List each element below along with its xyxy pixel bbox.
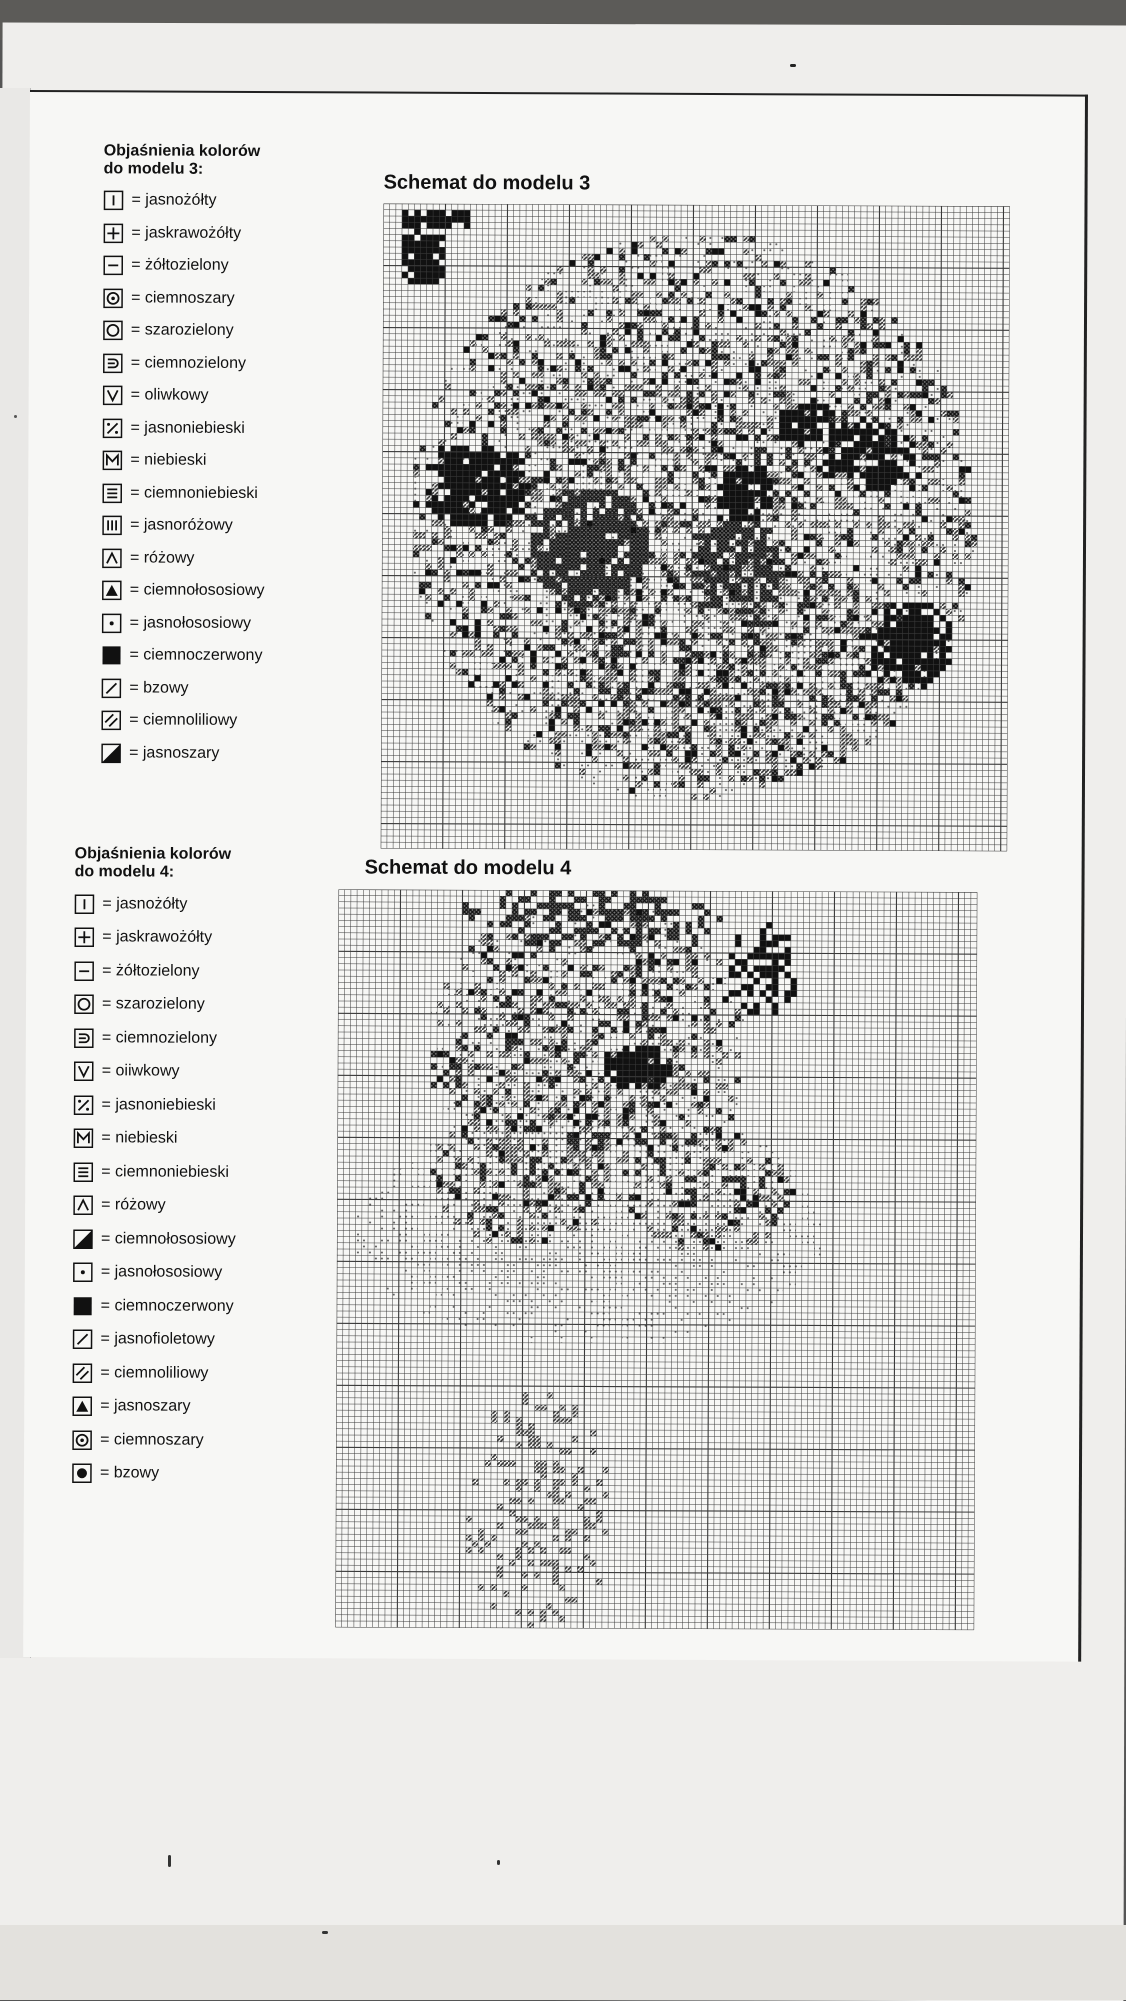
legend-item-label: = oiiwkowy [102, 1063, 180, 1081]
legend-item-label: = ciemnozielony [131, 354, 246, 373]
legend-item-label: = jaskrawożółty [102, 929, 212, 947]
double-slash-icon [101, 711, 121, 731]
filled-triangle-icon [72, 1396, 92, 1416]
legend-item [73, 1088, 236, 1122]
legend-item-label: = ciemnoliliowy [129, 712, 237, 730]
caret-icon [73, 1195, 93, 1215]
legend-item [101, 639, 264, 672]
legend-item-label: = bzowy [100, 1465, 159, 1483]
legend-item [103, 282, 266, 315]
letter-v-icon [103, 386, 123, 406]
legend-item [74, 1021, 237, 1055]
circle-icon [103, 321, 123, 341]
legend-item-label: = żółtozielony [102, 962, 199, 980]
legend-item-label: = ciemnoszary [131, 289, 235, 307]
superset-icon [74, 1028, 94, 1048]
center-dot-icon [102, 613, 122, 633]
dotted-circle-icon [103, 288, 123, 308]
legend-item [73, 1155, 236, 1189]
legend-item-label: = ciemnoniebieski [130, 484, 258, 503]
legend-item-label: = ciemnoczerwony [129, 647, 262, 666]
triple-bar-icon [73, 1162, 93, 1182]
legend-item-label: = jasnołososiowy [130, 614, 251, 633]
legend-title-line-1: Objaśnienia kolorów [75, 845, 238, 864]
vertical-bars-icon [102, 516, 122, 536]
superset-icon [103, 353, 123, 373]
legend-item-label: = jasnoniebieski [102, 1096, 216, 1114]
legend-item [72, 1423, 235, 1457]
cross-stitch-chart-model-4 [335, 889, 981, 1632]
paper-speck [14, 415, 17, 418]
double-slash-icon [72, 1363, 92, 1383]
legend-item-label: = jasnoróżowy [130, 517, 233, 535]
legend-item [102, 607, 265, 640]
paper-speck [168, 1855, 171, 1867]
legend-item [74, 988, 237, 1022]
pattern-page [23, 90, 1088, 1662]
percent-icon [102, 418, 122, 438]
legend-item [102, 509, 265, 542]
half-filled-square-icon [73, 1229, 93, 1249]
legend-item-label: = jasnożółty [102, 895, 187, 913]
filled-square-icon [101, 646, 121, 666]
minus-icon [74, 961, 94, 981]
letter-v-icon [74, 1061, 94, 1081]
legend-item [72, 1323, 235, 1357]
legend-item [74, 887, 237, 921]
plus-icon [74, 927, 94, 947]
legend-item-label: = szarozielony [131, 322, 234, 340]
legend-item [103, 249, 266, 282]
legend-item [103, 314, 266, 347]
paper-speck [322, 1931, 328, 1934]
legend-item [74, 921, 237, 955]
legend-item-label: = niebieski [130, 452, 206, 470]
letter-i-icon [103, 191, 123, 211]
legend-item [73, 1222, 236, 1256]
legend-item [103, 379, 266, 412]
caret-icon [102, 548, 122, 568]
paper-speck [790, 64, 796, 67]
half-filled-square-icon [101, 743, 121, 763]
percent-icon [74, 1095, 94, 1115]
filled-triangle-icon [102, 581, 122, 601]
legend-item [102, 477, 265, 510]
legend-item-label: = niebieski [101, 1130, 177, 1148]
legend-item-label: = różowy [130, 549, 195, 567]
legend-model-3-title [104, 142, 267, 179]
legend-item [103, 217, 266, 250]
legend-item [101, 704, 264, 737]
legend-item [72, 1356, 235, 1390]
legend-item-label: = jasnoszary [100, 1398, 190, 1416]
legend-item [73, 1189, 236, 1223]
legend-item-label: = jaskrawożółty [131, 224, 241, 242]
filled-circle-icon [72, 1463, 92, 1483]
legend-model-4-items [72, 887, 237, 1491]
legend-item-label: = ciemnołososiowy [101, 1230, 236, 1249]
legend-item-label: = ciemnoszary [100, 1431, 204, 1449]
legend-item-label: = ciemnoczerwony [101, 1297, 234, 1316]
paper-speck [497, 1860, 500, 1865]
letter-i-icon [74, 894, 94, 914]
legend-title-line-1: Objaśnienia kolorów [104, 142, 267, 161]
circle-icon [74, 994, 94, 1014]
legend-item-label: = ciemnoniebieski [101, 1163, 229, 1182]
legend-item [102, 412, 265, 445]
legend-item [74, 954, 237, 988]
legend-item [73, 1256, 236, 1290]
legend-model-3-items [101, 184, 266, 770]
legend-item [72, 1457, 235, 1491]
paper-bottom-edge [0, 1925, 1126, 2000]
legend-item [102, 542, 265, 575]
legend-item [103, 184, 266, 217]
legend-item-label: = oliwkowy [131, 387, 209, 405]
cross-stitch-chart-model-3 [381, 204, 1016, 857]
legend-item-label: = ciemnozielony [102, 1029, 217, 1048]
legend-item [102, 574, 265, 607]
legend-item [102, 444, 265, 477]
legend-item [74, 1055, 237, 1089]
plus-icon [103, 223, 123, 243]
filled-square-icon [73, 1296, 93, 1316]
legend-item [101, 737, 264, 770]
legend-model-4-title [75, 845, 238, 882]
schemat-4-title: Schemat do modelu 4 [365, 856, 572, 880]
legend-item-label: = jasnoniebieski [130, 419, 244, 437]
legend-item [72, 1390, 235, 1424]
legend-item-label: = różowy [101, 1197, 166, 1215]
slash-icon [73, 1329, 93, 1349]
legend-item-label: = jasnofioletowy [101, 1331, 215, 1349]
dotted-circle-icon [72, 1430, 92, 1450]
legend-item [73, 1289, 236, 1323]
legend-item-label: = jasnołososiowy [101, 1264, 222, 1283]
triple-bar-icon [102, 483, 122, 503]
legend-item-label: = ciemnołososiowy [130, 582, 265, 601]
minus-icon [103, 256, 123, 276]
legend-item-label: = jasnoszary [129, 744, 219, 762]
legend-item-label: = bzowy [129, 679, 188, 697]
legend-title-line-2: do modelu 4: [75, 863, 238, 882]
legend-model-3 [101, 142, 266, 770]
legend-item-label: = szarozielony [102, 996, 205, 1014]
legend-item [103, 347, 266, 380]
center-dot-icon [73, 1262, 93, 1282]
legend-item [73, 1122, 236, 1156]
schemat-3-title: Schemat do modelu 3 [384, 172, 591, 196]
letter-m-icon [102, 451, 122, 471]
legend-item-label: = jasnożółty [131, 192, 216, 210]
legend-item [101, 672, 264, 705]
letter-m-icon [73, 1128, 93, 1148]
slash-icon [101, 678, 121, 698]
legend-item-label: = ciemnoliliowy [100, 1364, 208, 1382]
legend-model-4 [72, 845, 238, 1491]
legend-item-label: = żółtozielony [131, 257, 228, 275]
legend-title-line-2: do modelu 3: [104, 160, 267, 179]
